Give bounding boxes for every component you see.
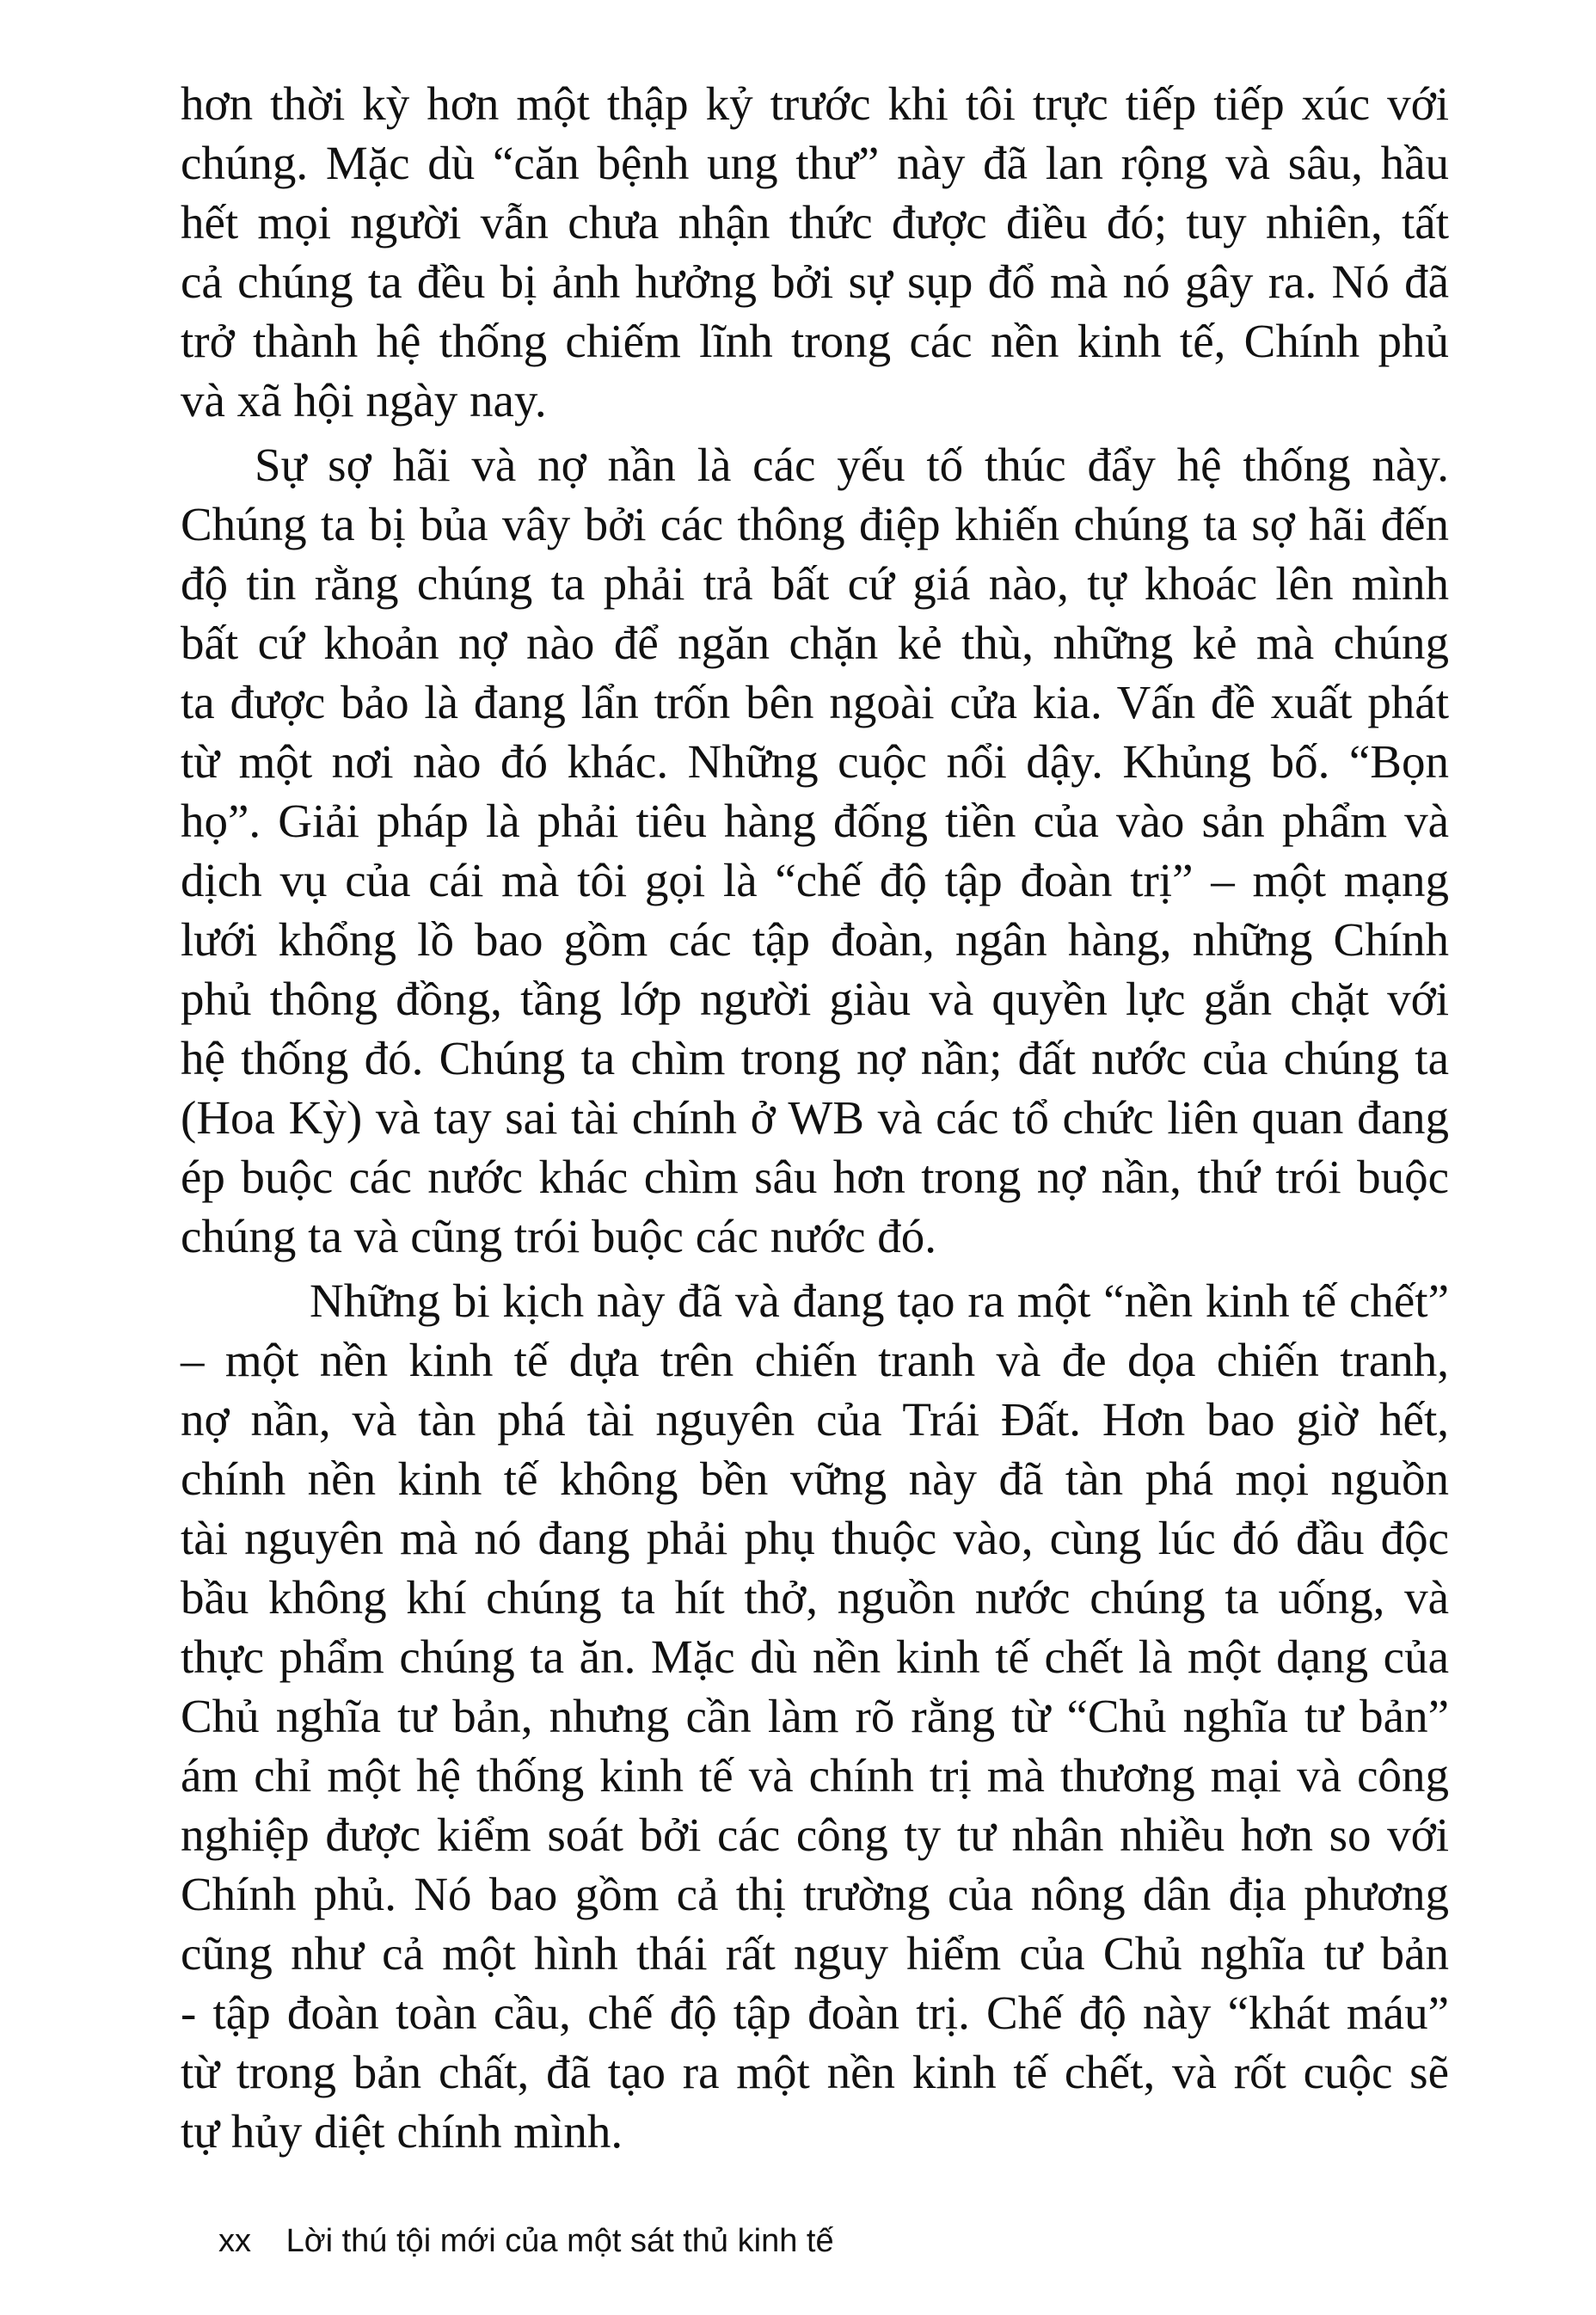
running-title: Lời thú tội mới của một sát thủ kinh tế xyxy=(285,2223,834,2259)
text-line: ta được bảo là đang lẩn trốn bên ngoài cửa kia. Vấn đề xuất phát xyxy=(181,676,1449,728)
text-line: bất cứ khoản nợ nào để ngăn chặn kẻ thù, những kẻ mà chúng xyxy=(181,617,1449,669)
text-line: từ trong bản chất, đã tạo ra một nền kinh tế chết, và rốt cuộc sẽ xyxy=(181,2046,1449,2098)
text-line: chính nền kinh tế không bền vững này đã tàn phá mọi nguồn xyxy=(181,1452,1449,1505)
text-line: - tập đoàn toàn cầu, chế độ tập đoàn trị. Chế độ này “khát máu” xyxy=(181,1986,1449,2039)
text-line: bầu không khí chúng ta hít thở, nguồn nước chúng ta uống, và xyxy=(181,1571,1449,1624)
text-line: hết mọi người vẫn chưa nhận thức được điều đó; tuy nhiên, tất xyxy=(181,196,1449,249)
text-line: cả chúng ta đều bị ảnh hưởng bởi sự sụp đổ mà nó gây ra. Nó đã xyxy=(181,255,1449,308)
text-line: trở thành hệ thống chiếm lĩnh trong các nền kinh tế, Chính phủ xyxy=(181,315,1449,367)
text-line: Chính phủ. Nó bao gồm cả thị trường của nông dân địa phương xyxy=(181,1868,1449,1920)
text-line: Sự sợ hãi và nợ nần là các yếu tố thúc đẩy hệ thống này. xyxy=(255,439,1449,491)
text-line: hệ thống đó. Chúng ta chìm trong nợ nần; đất nước của chúng ta xyxy=(181,1032,1449,1084)
text-line: chúng ta và cũng trói buộc các nước đó. xyxy=(181,1210,937,1262)
text-line: ám chỉ một hệ thống kinh tế và chính trị mà thương mại và công xyxy=(181,1749,1449,1802)
text-line: họ”. Giải pháp là phải tiêu hàng đống tiền của vào sản phẩm và xyxy=(181,795,1449,847)
text-line: phủ thông đồng, tầng lớp người giàu và quyền lực gắn chặt với xyxy=(181,973,1449,1025)
paragraph xyxy=(181,435,1449,1266)
text-line: Chủ nghĩa tư bản, nhưng cần làm rõ rằng từ “Chủ nghĩa tư bản” xyxy=(181,1690,1449,1742)
paragraph xyxy=(181,1271,1449,2161)
text-line: độ tin rằng chúng ta phải trả bất cứ giá nào, tự khoác lên mình xyxy=(181,557,1449,610)
text-line: dịch vụ của cái mà tôi gọi là “chế độ tập đoàn trị” – một mạng xyxy=(181,854,1449,906)
text-line: cũng như cả một hình thái rất nguy hiểm của Chủ nghĩa tư bản xyxy=(181,1927,1449,1980)
text-line: tự hủy diệt chính mình. xyxy=(181,2105,623,2158)
text-line: (Hoa Kỳ) và tay sai tài chính ở WB và các tổ chức liên quan đang xyxy=(181,1091,1449,1144)
text-line: lưới khổng lồ bao gồm các tập đoàn, ngân hàng, những Chính xyxy=(181,913,1449,966)
text-line: nghiệp được kiểm soát bởi các công ty tư nhân nhiều hơn so với xyxy=(181,1808,1449,1861)
text-line: – một nền kinh tế dựa trên chiến tranh và đe dọa chiến tranh, xyxy=(181,1334,1449,1386)
text-line: Những bi kịch này đã và đang tạo ra một “nền kinh tế chết” xyxy=(310,1274,1449,1327)
body-text xyxy=(181,74,1449,2166)
text-line: Chúng ta bị bủa vây bởi các thông điệp khiến chúng ta sợ hãi đến xyxy=(181,498,1449,550)
page-footer xyxy=(218,2223,834,2260)
text-line: ép buộc các nước khác chìm sâu hơn trong nợ nần, thứ trói buộc xyxy=(181,1151,1449,1203)
text-line: và xã hội ngày nay. xyxy=(181,374,547,427)
text-line: từ một nơi nào đó khác. Những cuộc nổi dậy. Khủng bố. “Bọn xyxy=(181,735,1449,788)
text-line: tài nguyên mà nó đang phải phụ thuộc vào, cùng lúc đó đầu độc xyxy=(181,1512,1449,1564)
text-line: thực phẩm chúng ta ăn. Mặc dù nền kinh tế chết là một dạng của xyxy=(181,1630,1449,1683)
page-number: xx xyxy=(218,2223,251,2259)
text-line: hơn thời kỳ hơn một thập kỷ trước khi tôi trực tiếp tiếp xúc với xyxy=(181,77,1449,130)
paragraph xyxy=(181,74,1449,430)
text-line: chúng. Mặc dù “căn bệnh ung thư” này đã lan rộng và sâu, hầu xyxy=(181,137,1449,189)
text-line: nợ nần, và tàn phá tài nguyên của Trái Đất. Hơn bao giờ hết, xyxy=(181,1393,1449,1446)
